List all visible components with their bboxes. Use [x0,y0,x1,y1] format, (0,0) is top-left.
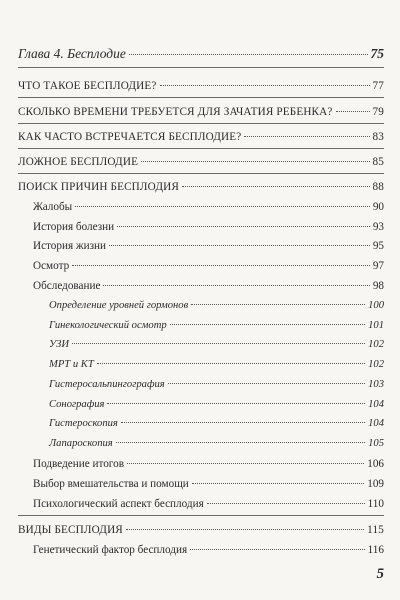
toc-subsection-title: Психологический аспект бесплодия [33,498,204,510]
toc-subsection [33,498,384,510]
toc-leader-dots [109,245,370,246]
toc-exam-page: 103 [368,379,384,390]
toc-section [18,106,384,118]
toc-leader-dots [121,422,365,423]
toc-exam-item [49,300,384,311]
toc-section-page: 85 [372,156,384,168]
toc-exam-page: 100 [368,300,384,311]
toc-exam-title: Гистероскопия [49,418,118,429]
toc-subsection [33,544,384,556]
toc-divider [18,148,384,149]
toc-section [18,524,384,536]
toc-exam-page: 102 [368,359,384,370]
toc-exam-item [49,418,384,429]
toc-exam-page: 102 [368,339,384,350]
toc-leader-dots [168,383,365,384]
toc-subsection [33,280,384,292]
toc-chapter-title: Глава 4. Бесплодие [18,46,126,61]
toc-subsection [33,240,384,252]
toc-subsection-title: История жизни [33,240,107,252]
toc-chapter-rule [18,67,384,68]
toc-subsection-title: Генетический фактор бесплодия [33,544,188,556]
toc-subsection-page: 106 [367,458,384,470]
toc-exam-item [49,438,384,449]
toc-section-page: 77 [372,80,384,92]
toc-leader-dots [190,549,365,550]
toc-section-page: 115 [367,524,384,536]
toc-leader-dots [127,463,364,464]
toc-section [18,156,384,168]
toc-subsection-page: 98 [372,280,384,292]
toc-subsection-page: 95 [372,240,384,252]
toc-leader-dots [191,304,365,305]
toc-leader-dots [141,161,369,162]
toc-chapter-heading [18,46,384,62]
toc-subsection-page: 97 [372,260,384,272]
toc-leader-dots [170,324,365,325]
toc-exam-item [49,399,384,410]
toc-exam-title: Определение уровней гормонов [49,300,189,311]
toc-subsection-title: История болезни [33,221,115,233]
toc-exam-title: Гистеросальпингография [49,379,165,390]
toc-section-title: ВИДЫ БЕСПЛОДИЯ [18,524,123,536]
toc-section-page: 83 [372,131,384,143]
toc-leader-dots [107,403,365,404]
toc-chapter-page: 75 [370,46,384,61]
toc-leader-dots [207,503,365,504]
toc-subsection-page: 110 [367,498,384,510]
toc-subsection-title: Обследование [33,280,101,292]
toc-leader-dots [126,529,364,530]
toc-exam-title: МРТ и КТ [49,359,94,370]
toc-exam-page: 105 [368,438,384,449]
toc-subsection [33,458,384,470]
toc-exam-title: Гинекологический осмотр [49,320,167,331]
toc-leader-dots [103,285,369,286]
toc-subsection [33,478,384,490]
toc-subsection-page: 90 [372,201,384,213]
toc-section-title: СКОЛЬКО ВРЕМЕНИ ТРЕБУЕТСЯ ДЛЯ ЗАЧАТИЯ РЕБЕНКА? [18,106,333,118]
toc-subsection-title: Выбор вмешательства и помощи [33,478,189,490]
toc-leader-dots [97,363,365,364]
toc-exam-title: Сонография [49,399,105,410]
toc-leader-dots [192,483,364,484]
toc-divider [18,173,384,174]
page-number: 5 [376,566,384,582]
toc-leader-dots [182,186,370,187]
toc-subsection-page: 109 [367,478,384,490]
toc-exam-page: 101 [368,320,384,331]
toc-section-page: 79 [372,106,384,118]
toc-divider [18,123,384,124]
toc-subsection-page: 93 [372,221,384,233]
toc-exam-item [49,359,384,370]
toc-exam-item [49,320,384,331]
toc-subsection [33,221,384,233]
toc-exam-page: 104 [368,399,384,410]
toc-leader-dots [129,54,368,55]
toc-section [18,181,384,193]
toc-leader-dots [72,265,370,266]
toc-exam-title: Лапароскопия [49,438,113,449]
toc-leader-dots [160,85,370,86]
toc-divider [18,515,384,516]
toc-section-title: ЧТО ТАКОЕ БЕСПЛОДИЕ? [18,80,157,92]
toc-exam-item [49,379,384,390]
toc-section [18,131,384,143]
toc-subsection-title: Жалобы [33,201,73,213]
toc-exam-page: 104 [368,418,384,429]
toc-section-title: ЛОЖНОЕ БЕСПЛОДИЕ [18,156,139,168]
toc-subsection [33,201,384,213]
toc-divider [18,97,384,98]
toc-subsection-page: 116 [367,544,384,556]
toc-leader-dots [75,206,370,207]
toc-leader-dots [244,136,369,137]
toc-subsection-title: Подведение итогов [33,458,124,470]
toc-exam-title: УЗИ [49,339,70,350]
toc-subsection-title: Осмотр [33,260,70,272]
toc-leader-dots [117,226,370,227]
toc-subsection [33,260,384,272]
toc-leader-dots [336,111,370,112]
toc-leader-dots [116,442,365,443]
toc-section-title: ПОИСК ПРИЧИН БЕСПЛОДИЯ [18,181,179,193]
toc-leader-dots [72,343,365,344]
toc-exam-item [49,339,384,350]
toc-section-page: 88 [372,181,384,193]
toc-section [18,80,384,92]
toc-section-title: КАК ЧАСТО ВСТРЕЧАЕТСЯ БЕСПЛОДИЕ? [18,131,242,143]
